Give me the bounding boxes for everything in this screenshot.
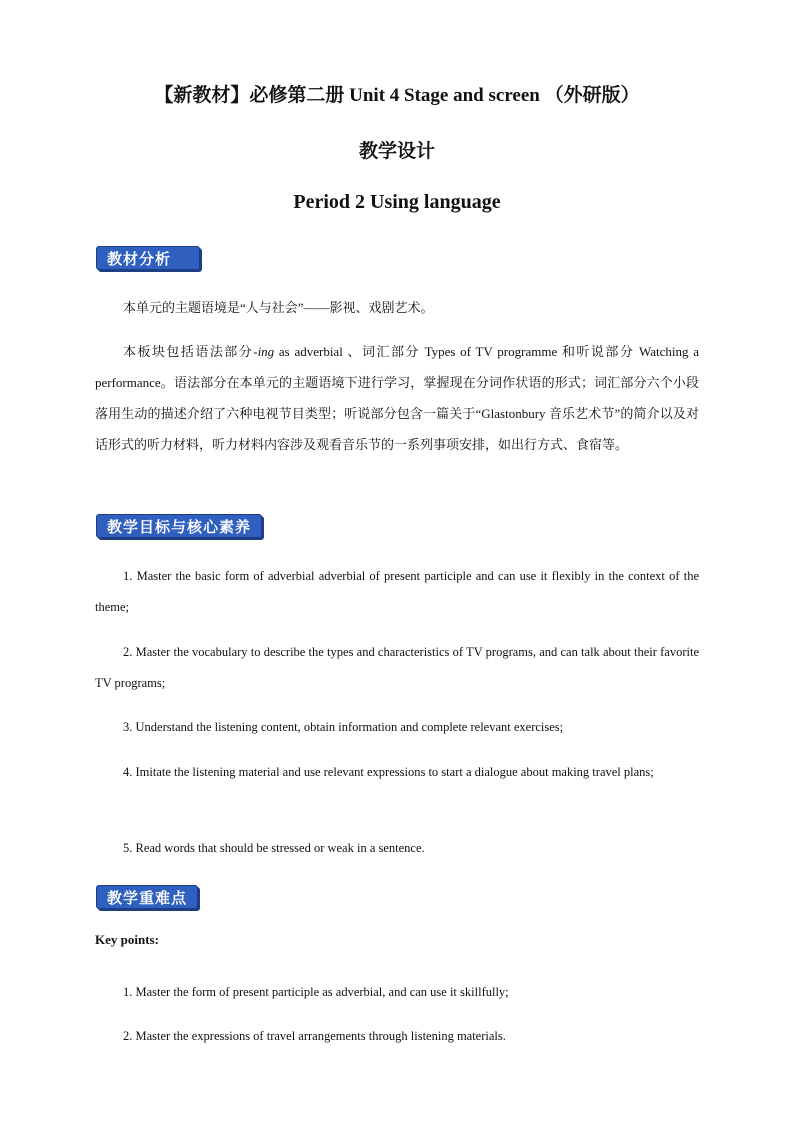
goal-item: 4. Imitate the listening material and use relevant expressions to start a dialogue about making travel plans; (123, 765, 654, 779)
goal-item: 3. Understand the listening content, obtain information and complete relevant exercises; (123, 720, 564, 734)
analysis-paragraph-2-italic: -ing (253, 344, 275, 359)
section-badge-analysis: 教材分析 (96, 246, 200, 270)
key-points-label: Key points: (95, 932, 159, 947)
goal-item: 2. Master the vocabulary to describe the types and characteristics of TV programs, and can talk about their favorite TV programs; (95, 645, 699, 690)
analysis-paragraph-2 (95, 336, 699, 460)
section-badge-difficulty: 教学重难点 (96, 885, 198, 909)
analysis-paragraph-2-part-b: as adverbial 、词汇部分 Types of TV programme 和听说部分 Watching a performance。语法部分在本单元的主题语境下进行学习，掌握现在分词作状语的形式；词汇部分六个小段落用生动的描述介绍了六种电视节目类型；听说部分包含一篇关于“Glastonbury 音乐艺术节”的简介以及对话形式的听力材料，听力材料内容涉及观看音乐节的一系列事项安排，如出行方式、食宿等。 (95, 344, 699, 452)
goal-item: 1. Master the basic form of adverbial adverbial of present participle and can use it flexibly in the context of the theme; (95, 569, 699, 614)
key-point-item: 2. Master the expressions of travel arrangements through listening materials. (123, 1029, 506, 1043)
goal-item: 5. Read words that should be stressed or weak in a sentence. (123, 841, 425, 855)
period-title: Period 2 Using language (293, 191, 501, 213)
analysis-paragraph-1: 本单元的主题语境是“人与社会”——影视、戏剧艺术。 (123, 300, 434, 315)
document-subtitle: 教学设计 (358, 141, 435, 162)
section-badge-goals: 教学目标与核心素养 (96, 514, 262, 538)
document-title: 【新教材】必修第二册 Unit 4 Stage and screen （外研版） (154, 85, 640, 106)
analysis-paragraph-2-part-a: 本板块包括语法部分 (123, 344, 254, 359)
key-point-item: 1. Master the form of present participle as adverbial, and can use it skillfully; (123, 985, 509, 999)
